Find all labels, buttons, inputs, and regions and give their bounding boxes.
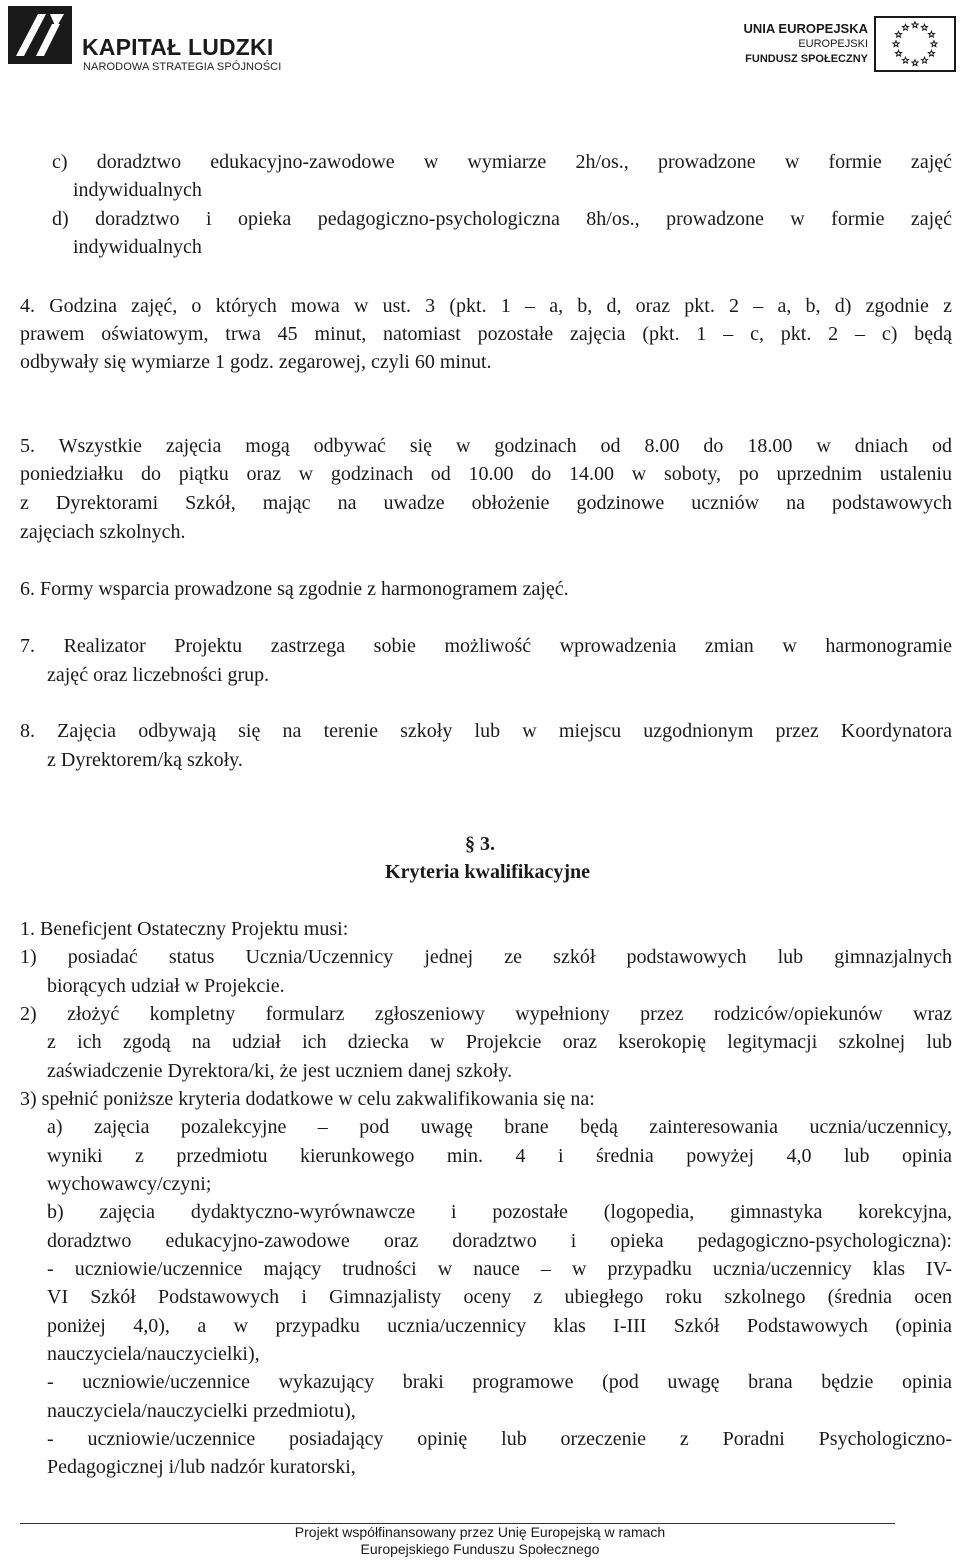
kapital-ludzki-title: KAPITAŁ LUDZKI — [82, 34, 274, 60]
eu-flag-icon — [874, 16, 956, 72]
text-line: 3) spełnić poniższe kryteria dodatkowe w celu zakwalifikowania się na: — [20, 1088, 595, 1110]
text-line: zajęciach szkolnych. — [20, 521, 186, 543]
text-line: prawem oświatowym, trwa 45 minut, natomiast pozostałe zajęcia (pkt. 1 – c, pkt. 2 – c) będą — [20, 323, 952, 345]
text-line: VI Szkół Podstawowych i Gimnazjalisty oceny z ubiegłego roku szkolnego (średnia ocen — [47, 1286, 952, 1308]
text-line: odbywały się wymiarze 1 godz. zegarowej, czyli 60 minut. — [20, 351, 492, 373]
section-number: § 3. — [465, 833, 495, 855]
eu-logo-line2: EUROPEJSKI — [798, 38, 868, 50]
eu-logo-text — [744, 20, 868, 67]
text-line: poniżej 4,0), a w przypadku ucznia/uczennicy klas I-III Szkół Podstawowych (opinia — [47, 1315, 952, 1337]
text-line: nauczyciela/nauczycielki), — [47, 1343, 260, 1365]
text-line: 6. Formy wsparcia prowadzone są zgodnie z harmonogramem zajęć. — [20, 578, 569, 600]
text-line: z ich zgodą na udział ich dziecka w Projekcie oraz kserokopię legitymacji szkolnej lub — [47, 1031, 952, 1053]
text-line: - uczniowie/uczennice posiadający opinię lub orzeczenie z Poradni Psychologiczno- — [47, 1428, 952, 1450]
text-line: d) doradztwo i opieka pedagogiczno-psychologiczna 8h/os., prowadzone w formie zajęć — [52, 208, 952, 230]
text-line: biorących udział w Projekcie. — [47, 975, 285, 997]
text-line: - uczniowie/uczennice mający trudności w nauce – w przypadku ucznia/uczennicy klas IV- — [47, 1258, 952, 1280]
eu-logo-line1: UNIA EUROPEJSKA — [743, 21, 868, 36]
text-line: indywidualnych — [73, 236, 202, 258]
text-line: wychowawcy/czyni; — [47, 1173, 212, 1195]
text-line: zaświadczenie Dyrektora/ki, że jest uczniem danej szkoły. — [47, 1060, 513, 1082]
text-line: - uczniowie/uczennice wykazujący braki programowe (pod uwagę brana będzie opinia — [47, 1371, 952, 1393]
kapital-ludzki-subtitle: NARODOWA STRATEGIA SPÓJNOŚCI — [83, 61, 282, 73]
text-line: nauczyciela/nauczycielki przedmiotu), — [47, 1400, 356, 1422]
eu-logo — [743, 12, 956, 72]
text-line: 2) złożyć kompletny formularz zgłoszeniowy wypełniony przez rodziców/opiekunów wraz — [20, 1003, 952, 1025]
kapital-ludzki-logo — [8, 6, 288, 73]
text-line: 5. Wszystkie zajęcia mogą odbywać się w godzinach od 8.00 do 18.00 w dniach od — [20, 435, 952, 457]
text-line: a) zajęcia pozalekcyjne – pod uwagę brane będą zainteresowania ucznia/uczennicy, — [47, 1116, 952, 1138]
text-line: poniedziałku do piątku oraz w godzinach od 10.00 do 14.00 w soboty, po uprzednim ustaleniu — [20, 463, 952, 485]
text-line: indywidualnych — [73, 179, 202, 201]
section-title: Kryteria kwalifikacyjne — [385, 861, 590, 883]
text-line: 1) posiadać status Ucznia/Uczennicy jednej ze szkół podstawowych lub gimnazjalnych — [20, 946, 952, 968]
text-line: Pedagogicznej i/lub nadzór kuratorski, — [47, 1456, 356, 1478]
text-line: z Dyrektorem/ką szkoły. — [47, 749, 243, 771]
text-line: c) doradztwo edukacyjno-zawodowe w wymiarze 2h/os., prowadzone w formie zajęć — [52, 151, 952, 173]
text-line: z Dyrektorami Szkół, mając na uwadze obłożenie godzinowe uczniów na podstawowych — [20, 492, 952, 514]
text-line: doradztwo edukacyjno-zawodowe oraz doradztwo i opieka pedagogiczno-psychologiczna): — [47, 1230, 952, 1252]
footer-line2: Europejskiego Funduszu Społecznego — [360, 1541, 600, 1557]
kapital-ludzki-emblem-icon — [8, 6, 72, 64]
text-line: zajęć oraz liczebności grup. — [47, 664, 270, 686]
text-line: 4. Godzina zajęć, o których mowa w ust. 3 (pkt. 1 – a, b, d, oraz pkt. 2 – a, b, d) zgodnie z — [20, 295, 952, 317]
text-line: wyniki z przedmiotu kierunkowego min. 4 i średnia powyżej 4,0 lub opinia — [47, 1145, 952, 1167]
footer-line1: Projekt współfinansowany przez Unię Europejską w ramach — [294, 1524, 666, 1540]
eu-logo-line3: FUNDUSZ SPOŁECZNY — [745, 53, 868, 65]
text-line: 8. Zajęcia odbywają się na terenie szkoły lub w miejscu uzgodnionym przez Koordynatora — [20, 720, 952, 742]
text-line: 7. Realizator Projektu zastrzega sobie możliwość wprowadzenia zmian w harmonogramie — [20, 635, 952, 657]
text-line: 1. Beneficjent Ostateczny Projektu musi: — [20, 918, 349, 940]
text-line: b) zajęcia dydaktyczno-wyrównawcze i pozostałe (logopedia, gimnastyka korekcyjna, — [47, 1201, 952, 1223]
